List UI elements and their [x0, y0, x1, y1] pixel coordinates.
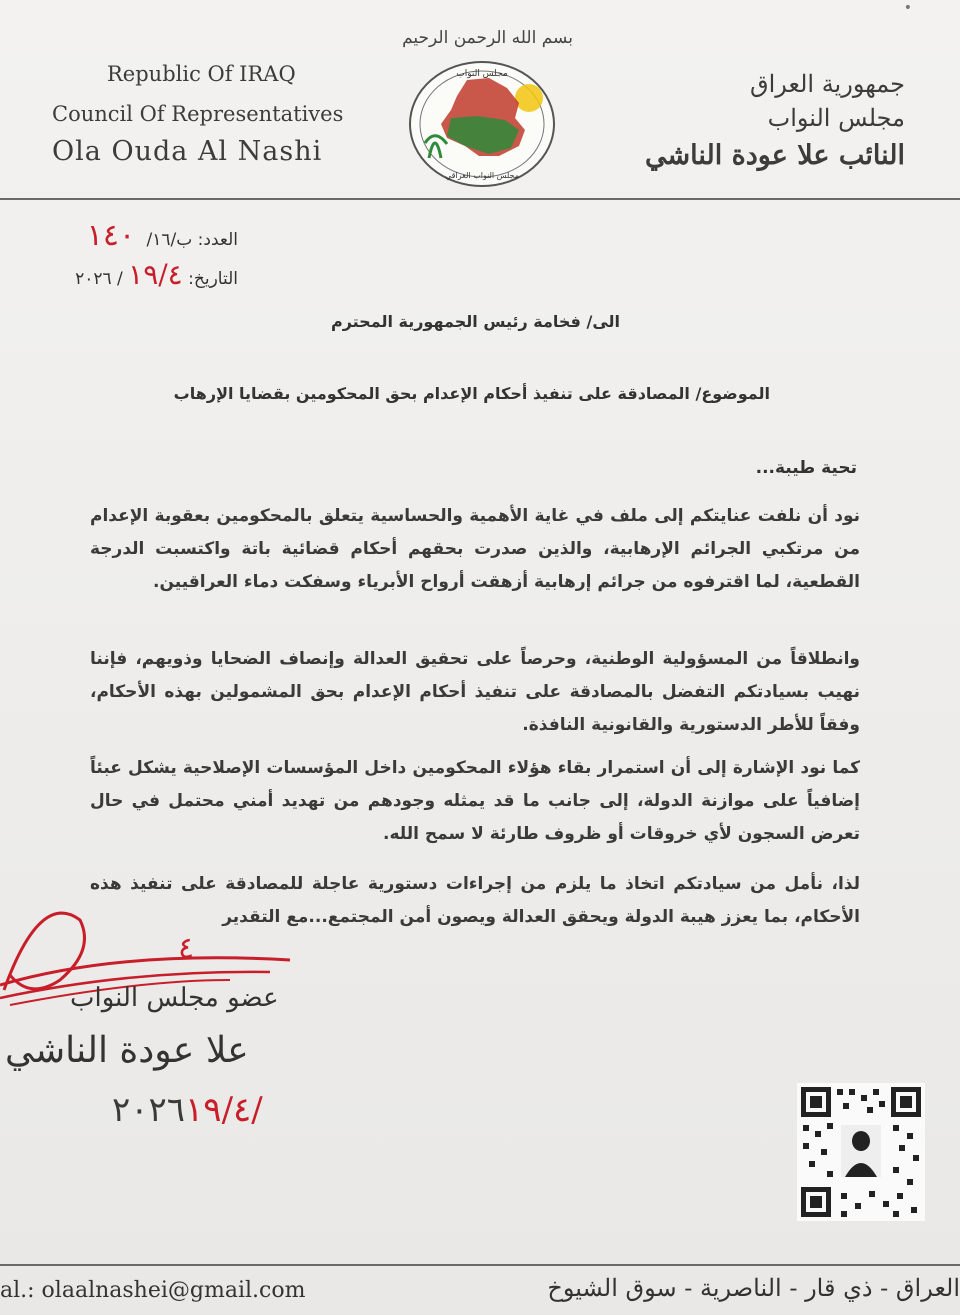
reference-number-handwritten: ١٤٠ — [86, 218, 136, 253]
council-emblem-logo — [407, 58, 557, 188]
header-divider — [0, 198, 960, 200]
reference-number — [75, 218, 238, 258]
signature-date-year: ٢٠٢٦ — [112, 1090, 186, 1130]
reference-date-handwritten: ١٩/٤ — [128, 258, 183, 291]
body-paragraph-1: نود أن نلفت عنايتكم إلى ملف في غاية الأهمية والحساسية يتعلق بالمحكومين بعقوبة الإعدام من مرتكبي الجرائم الإرهابية، والذين صدرت بحقهم أحكام قضائية باتة واكتسبت الدرجة القطعية، لما اقترفوه من جرائم إرهابية أزهقت أرواح الأبرياء وسفكت دماء العراقيين. — [90, 506, 860, 592]
signature-date — [112, 1090, 263, 1130]
footer-email: al.: olaalnashei@gmail.com — [0, 1278, 306, 1303]
reference-number-label: العدد: ب/١٦/ — [146, 230, 238, 250]
member-signature-name: علا عودة الناشي — [5, 1030, 249, 1071]
signature-date-day-month: ١٩/٤/ — [185, 1090, 263, 1130]
council-name-ar: مجلس النواب — [767, 104, 905, 132]
addressee: الى/ فخامة رئيس الجمهورية المحترم — [330, 312, 620, 331]
footer-divider — [0, 1264, 960, 1266]
reference-date — [75, 258, 238, 298]
body-paragraph-3: كما نود الإشارة إلى أن استمرار بقاء هؤلاء المحكومين داخل المؤسسات الإصلاحية يشكل عبئاً إضافياً على موازنة الدولة، إلى جانب ما قد يمثله وجودهم من تهديد أمني محتمل في حال تعرض السجون لأي خروقات أو ظروف طارئة لا سمح الله. — [90, 758, 860, 844]
english-letterhead — [52, 62, 343, 167]
qr-code — [797, 1083, 925, 1221]
member-title: عضو مجلس النواب — [70, 983, 279, 1013]
member-name-ar: النائب علا عودة الناشي — [644, 140, 905, 171]
body-paragraph-2: وانطلاقاً من المسؤولية الوطنية، وحرصاً على تحقيق العدالة وإنصاف الضحايا وذويهم، فإننا نهيب بسيادتكم التفضل بالمصادقة على تنفيذ أحكام الإعدام بحق المشمولين بهذه الأحكام، وفقاً للأطر الدستورية والقانونية النافذة. — [90, 649, 860, 735]
subject-line: الموضوع/ المصادقة على تنفيذ أحكام الإعدام بحق المحكومين بقضايا الإرهاب — [173, 384, 770, 403]
reference-date-year: / ٢٠٢٦ — [75, 269, 123, 289]
republic-of-iraq-ar: جمهورية العراق — [749, 70, 905, 98]
republic-of-iraq-en: Republic Of IRAQ — [107, 62, 296, 86]
reference-block — [75, 218, 238, 298]
basmala: بسم الله الرحمن الرحيم — [402, 28, 573, 48]
emblem-top-text: مجلس النواب — [456, 69, 508, 79]
reference-date-label: التاريخ: — [188, 269, 238, 289]
body-paragraph-4: لذا، نأمل من سيادتكم اتخاذ ما يلزم من إجراءات دستورية عاجلة للمصادقة على تنفيذ هذه الأحكام، بما يعزز هيبة الدولة ويحقق العدالة ويصون أمن المجتمع...مع التقدير — [90, 874, 860, 927]
footer-address: العراق - ذي قار - الناصرية - سوق الشيوخ — [547, 1274, 960, 1302]
greeting: تحية طيبة... — [755, 458, 857, 478]
member-name-en: Ola Ouda Al Nashi — [52, 136, 323, 167]
corner-mark: • — [903, 0, 912, 16]
council-name-en: Council Of Representatives — [52, 102, 344, 126]
arabic-letterhead — [645, 70, 905, 171]
emblem-bottom-text: مجلس النواب العراقي — [445, 171, 519, 180]
signature-mark: ٤ — [178, 931, 195, 966]
